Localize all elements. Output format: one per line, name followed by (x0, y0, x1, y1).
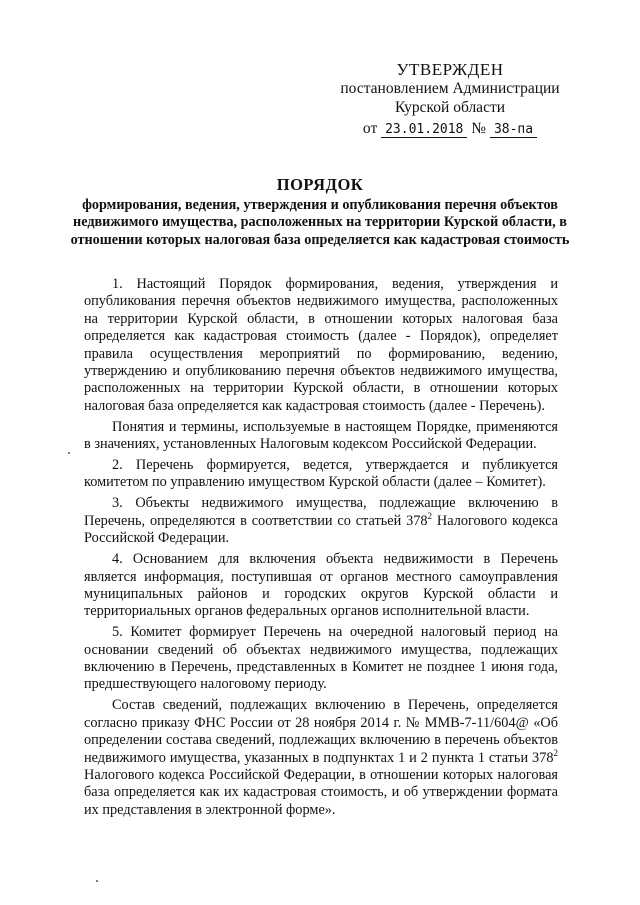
date-prefix: от (362, 120, 378, 137)
paragraph-composition-text: Состав сведений, подлежащих включению в Перечень, определяется согласно приказу ФНС России от 28 ноября 2014 г. № ММВ-7-11/604@ «Об определении состава сведений, подлежащих включению в перечень объектов недвижимого имущества, указанных в подпунктах 1 и 2 пункта 1 статьи 378 (84, 697, 558, 766)
approval-date: 23.01.2018 (381, 122, 467, 138)
number-prefix: № (471, 120, 487, 137)
paragraph-3-superscript: 2 (427, 511, 433, 522)
paragraph-5: 5. Комитет формирует Перечень на очередной налоговый период на основании сведений об объектах недвижимого имущества, подлежащих включению в Перечень, представленных в Комитет не позднее 1 июня года, предшествующего налоговому периоду. (84, 624, 558, 693)
paragraph-composition-superscript: 2 (553, 747, 558, 758)
paragraph-1: 1. Настоящий Порядок формирования, ведения, утверждения и опубликования перечня объектов недвижимого имущества, расположенных на территории Курской области, в отношении которых налоговая база определяется как кадастровая стоимость (далее - Порядок), определяет правила осуществления мероприятий по формированию, ведению, утверждению и опубликованию перечня объектов недвижимого имущества, расположенных на территории Курской области, в отношении которых налоговая база определяется как кадастровая стоимость (далее - Перечень). (84, 276, 558, 414)
approval-number: 38-па (490, 122, 537, 138)
approval-stamp (330, 60, 570, 139)
document-subtitle: формирования, ведения, утверждения и опубликования перечня объектов недвижимого имущества, расположенных на территории Курской области, в отношении которых налоговая база определяется как кадастровая стоимость (70, 196, 570, 248)
paragraph-terms: Понятия и термины, используемые в настоящем Порядке, применяются в значениях, установленных Налоговым кодексом Российской Федерации. (84, 418, 558, 453)
scan-speck (96, 880, 98, 882)
approval-line-2: Курской области (394, 99, 506, 116)
paragraph-3-tail: Налогового кодекса Российской Федерации. (84, 512, 559, 547)
document-title: ПОРЯДОК (276, 175, 364, 194)
paragraph-3-text: 3. Объекты недвижимого имущества, подлежащие включению в Перечень, определяются в соответствии со статьей 378 (84, 495, 558, 529)
document-body (84, 276, 558, 823)
scan-speck (68, 452, 70, 454)
paragraph-3 (84, 495, 558, 547)
approval-line-1: постановлением Администрации (340, 80, 560, 97)
document-header (70, 176, 570, 249)
approval-title: УТВЕРЖДЕН (396, 60, 504, 79)
paragraph-composition-tail: Налогового кодекса Российской Федерации, в отношении которых налоговая база определяется как их кадастровая стоимость, и об утверждении формата их представления в электронной форме». (84, 766, 558, 818)
paragraph-2: 2. Перечень формируется, ведется, утверждается и публикуется комитетом по управлению имуществом Курской области (далее – Комитет). (84, 457, 558, 491)
approval-date-line (330, 119, 570, 139)
paragraph-4: 4. Основанием для включения объекта недвижимости в Перечень является информация, поступившая от органов местного самоуправления муниципальных районов и городских округов Курской области и территориальных органов федеральных органов исполнительной власти. (84, 551, 558, 620)
paragraph-composition (84, 697, 558, 819)
